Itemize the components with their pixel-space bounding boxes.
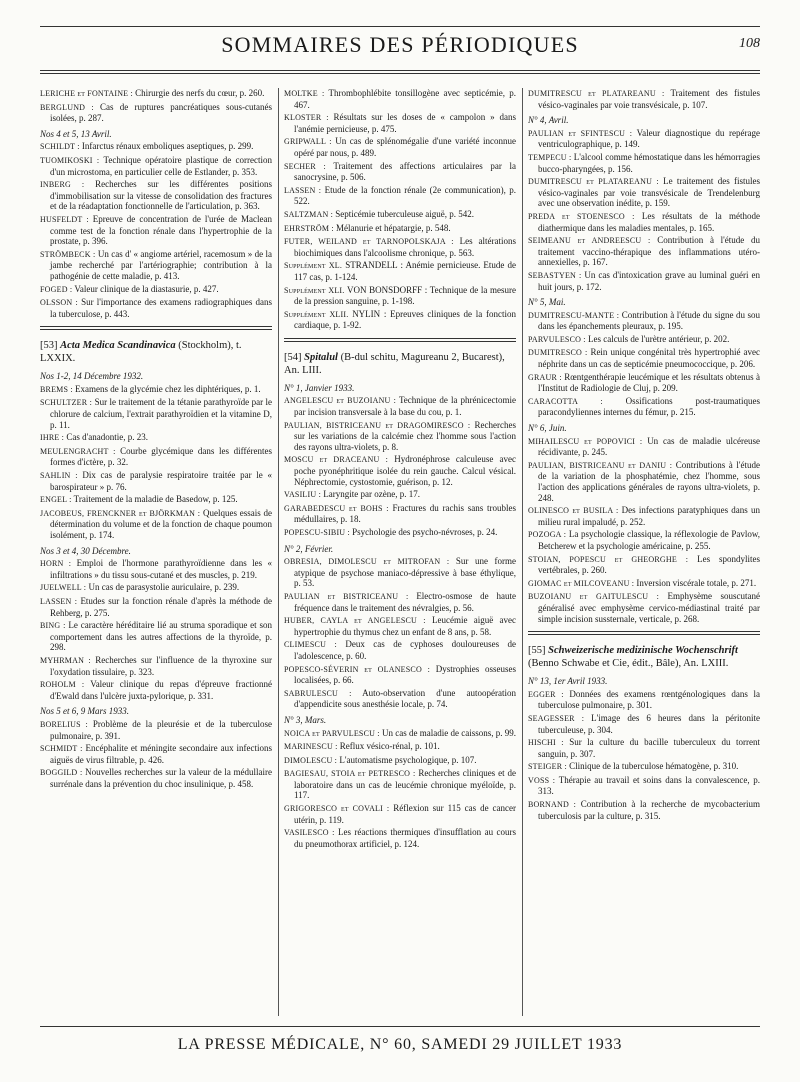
article-authors: ENGEL : [40,495,72,505]
article-entry [40,620,272,653]
article-title: Rœntgenthérapie leucémique et les résultats obtenus à l'Institut de Radiologie de Cluj, p. 209. [538,371,760,394]
article-title: Des infections paratyphiques dans un milieu rural impaludé, p. 252. [538,505,760,527]
article-entry [284,236,516,258]
journal-heading [40,339,272,365]
article-entry [40,719,272,741]
article-authors: OBRESIA, DIMOLESCU et MITROFAN : [284,557,450,567]
article-authors: POPESCU-SIBIU : [284,528,350,537]
journal-title: Schweizerische medizinische Wochenschrift [548,645,738,657]
article-authors: LERICHE et FONTAINE : [40,89,133,98]
issue-heading: Nos 4 et 5, 13 Avril. [40,128,112,139]
article-authors: HUBER, CAYLA et ANGELESCU : [284,616,426,626]
article-entry [284,527,516,539]
article-authors: POPESCO-SÉVERIN et OLANESCO : [284,664,431,674]
article-title: Les altérations biochimiques dans l'alcoolisme chronique, p. 563. [294,236,516,258]
journal-publisher: (B-dul schitu, Magureanu 2, Bucarest), An. LIII. [284,351,505,376]
article-entry [284,556,516,589]
article-authors: BREMS : [40,384,73,394]
article-title: Fractures du rachis sans troubles médullaires, p. 18. [294,502,516,525]
issue-heading: N° 1, Janvier 1933. [284,382,355,393]
article-title: Courbe glycémique dans les différentes formes d'ictère, p. 32. [50,445,272,468]
article-entry [284,112,516,134]
article-title: Cas de ruptures pancréatiques sous-cutanés isolées, p. 287. [50,101,272,124]
article-title: Les résultats de la méthode diathermique dans les maladies mentales, p. 165. [538,210,760,233]
article-authors: STEIGER : [528,762,567,772]
article-entry [528,799,760,821]
article-entry [284,185,516,207]
article-title: Technique opératoire plastique de correction d'un microstoma, en particulier celle de Estlander, p. 353. [50,154,272,177]
issue-heading: Nos 5 et 6, 9 Mars 1933. [40,706,130,717]
article-authors: INBERG : [40,180,85,190]
article-authors: MEULENGRACHT : [40,446,116,456]
journal-publisher: (Benno Schwabe et Cie, édit., Bâle), An. LXIII. [528,658,729,670]
article-title: Rein unique congénital très hypertrophié avec néphrite dans un cas de septicémie pneumococcique, p. 206. [538,347,760,370]
article-entry [40,141,272,153]
article-authors: JUELWELL : [40,583,87,593]
article-entry [284,260,516,282]
article-title: Données des examens rœntgénologiques dans la tuberculose pulmonaire, p. 301. [538,688,760,711]
article-title: Résultats sur les doses de « campolon » dans l'anémie pernicieuse, p. 475. [294,112,516,134]
journal-separator [528,631,760,635]
article-authors: HISCHI : [528,738,564,748]
article-title: Cas d'anadontie, p. 23. [66,432,148,443]
article-title: Psychologie des psycho-névroses, p. 24. [352,527,498,537]
article-authors: PAULIAN et SFINTESCU : [528,128,633,138]
article-authors: GIOMAC et MILCOVEANU : [528,578,635,588]
article-entry [284,223,516,235]
article-authors: SCHMIDT : [40,744,83,754]
article-authors: DIMOLESCU : [284,755,338,765]
journal-title: Spitalul [304,351,338,363]
article-authors: DUMITRESCU et PLATAREANU : [528,89,665,98]
article-authors: BOGGILD : [40,768,83,778]
article-title: Emploi de l'hormone parathyroïdienne dans les « infiltrations » du tissu sous-cutané et des muscles, p. 219. [50,558,272,580]
article-entry [284,161,516,183]
article-title: L'automatisme psychologique, p. 107. [339,754,477,765]
article-title: Problème de la pleurésie et de la tuberculose pulmonaire, p. 391. [50,718,272,741]
article-entry [284,688,516,710]
article-title: Le traitement des fistules vésico-vaginales par voie transvésicale de Trendelenburg avec une observation inédite, p. 159. [538,176,760,209]
article-authors: BING : [40,621,66,631]
article-entry [40,596,272,618]
article-entry [40,508,272,541]
article-entry [528,775,760,797]
article-title: Le caractère héréditaire lié au struma sporadique et son comportement dans les autres affections de la thyroïde, p. 298. [50,620,272,653]
article-title: Electro-osmose de haute fréquence dans le traitement des névralgies, p. 56. [294,590,516,613]
article-entry [40,88,272,100]
article-title: Un cas de maladie de caissons, p. 99. [381,727,516,738]
article-entry [40,655,272,677]
article-entry [528,176,760,209]
article-authors: PAULIAN et BISTRICEANU : [284,591,409,601]
article-authors: PAULIAN, BISTRICEANU et DRAGOMIRESCO : [284,420,471,430]
article-entry [284,615,516,637]
article-entry [528,396,760,418]
article-title: Quelques essais de détermination du volume et de la fonction de chaque poumon isolément, p. 174. [50,507,272,540]
article-title: La psychologie classique, la réflexologie de Pavlow, Betcherew et la psychologie américaine, p. 255. [538,529,760,551]
article-title: Traitement des fistules vésico-vaginales par voie transvésicale, p. 107. [538,88,760,110]
article-title: Un cas de splénomégalie d'une variété inconnue opéré par nous, p. 489. [294,136,516,158]
article-authors: LASSEN : [40,596,78,606]
article-authors: SECHER : [284,161,326,171]
journal-heading [284,351,516,377]
article-entry [40,767,272,789]
article-entry [284,755,516,767]
issue-heading: Nos 3 et 4, 30 Décembre. [40,545,131,556]
article-entry [40,284,272,296]
article-entry [528,347,760,369]
article-title: Emphysème souscutané généralisé avec emphysème cervico-médiastinal traité par simple incision sussternale, verticale, p. 268. [538,591,760,624]
article-entry [284,209,516,221]
article-entry [284,741,516,753]
article-authors: ANGELESCU et BUZOIANU : [284,396,396,406]
issue-heading: N° 2, Février. [284,543,334,554]
article-entry [284,395,516,417]
article-title: Un cas de maladie ulcéreuse récidivante, p. 245. [538,435,760,458]
article-title: Traitement de la maladie de Basedow, p. 125. [73,494,238,505]
article-entry [528,761,760,773]
article-authors: Supplément XL. [284,261,343,271]
article-title: Recherches sur l'influence de la thyroxine sur l'oxydation tissulaire, p. 323. [50,654,272,677]
article-title: Un cas d' « angiome artériel, racemosum » de la jambe recherché par l'artériographie; contribution à la pathogénie de cette maladie, p. 413. [50,248,272,281]
article-entry [284,639,516,661]
header-rule-bottom [40,73,760,74]
article-authors: GRIGORESCO et COVALI : [284,804,390,814]
article-authors: CARACOTTA : [528,396,603,406]
article-entry [528,529,760,551]
issue-heading: Nos 1-2, 14 Décembre 1932. [40,371,144,382]
article-title: Sur l'importance des examens radiographiques dans la tuberculose, p. 443. [50,297,272,319]
article-authors: PAULIAN, BISTRICEANU et DANIU : [528,460,673,470]
article-authors: HORN : [40,559,72,569]
article-title: Les spondylites vertébrales, p. 260. [538,553,760,576]
article-entry [528,554,760,576]
article-authors: Supplément XLII. [284,309,349,319]
article-authors: SAHLIN : [40,471,78,481]
article-entry [528,578,760,590]
article-authors: BUZOIANU et GAITULESCU : [528,592,660,602]
article-authors: STRÖMBECK : [40,249,96,259]
article-entry [528,713,760,735]
article-entry [284,664,516,686]
article-title: Valeur diagnostique du repérage ventriculographique, p. 149. [538,127,760,150]
article-entry [528,88,760,110]
article-authors: MIHAILESCU et POPOVICI : [528,436,643,446]
column-1 [40,88,272,1016]
column-divider [278,88,279,1016]
article-entry [284,454,516,487]
article-entry [40,494,272,506]
article-authors: OLINESCO et BUSILA : [528,506,619,516]
article-entry [284,309,516,331]
journal-heading [528,644,760,670]
article-entry [40,446,272,468]
article-entry [528,737,760,759]
article-entry [284,88,516,110]
article-entry [528,128,760,150]
article-authors: VASILIU : [284,490,321,500]
article-entry [40,249,272,282]
article-entry [284,768,516,801]
article-entry [40,155,272,177]
article-title: Sur une forme atypique de psychose maniaco-dépressive à base éthylique, p. 53. [294,556,516,589]
article-entry [40,102,272,124]
article-title: Infarctus rénaux emboliques aseptiques, p. 299. [81,141,254,152]
article-title: Thrombophlébite tonsillogène avec septicémie, p. 467. [294,88,516,110]
article-authors: BORNAND : [528,800,577,810]
article-title: Etudes sur la fonction rénale d'après la méthode de Rehberg, p. 275. [50,595,272,618]
article-title: Epreuve de concentration de l'urée de Maclean comme test de la fonction rénale dans l'hypertrophie de la prostate, p. 396. [50,213,272,247]
article-authors: HUSFELDT : [40,214,89,224]
article-authors: STOIAN, POPESCU et GHEORGHE : [528,554,689,564]
article-entry [284,503,516,525]
article-authors: NOICA et PARVULESCU : [284,728,380,738]
article-authors: TUOMIKOSKI : [40,155,100,165]
article-authors: LASSEN : [284,185,322,195]
article-title: Réflexion sur 115 cas de cancer utérin, p. 119. [294,803,516,825]
article-entry [528,235,760,268]
article-title: Traitement des affections articulaires par la sanocrysine, p. 506. [294,160,516,183]
article-authors: MOSCU et DRACEANU : [284,455,389,465]
article-title: L'image des 6 heures dans la péritonite tuberculeuse, p. 304. [538,712,760,735]
journal-title: Acta Medica Scandinavica [60,340,176,352]
article-title: Reflux vésico-rénal, p. 101. [339,741,440,752]
article-title: Deux cas de cyphoses douloureuses de l'adolescence, p. 60. [294,639,516,661]
article-title: Recherches sur les différentes positions d'immobilisation sur la vitesse de consolidation des fractures et de la réadaptation fonctionnelle de l'articulation, p. 363. [50,179,272,212]
journal-number: [53] [40,340,58,352]
article-title: STRANDELL : Anémie pernicieuse. Etude de 117 cas, p. 1-124. [294,260,516,282]
article-entry [40,297,272,319]
journal-separator [284,338,516,342]
journal-number: [54] [284,351,302,363]
header-rule-top [40,70,760,71]
top-rule [40,26,760,27]
article-authors: PARVULESCO : [528,334,586,344]
footer-text: LA PRESSE MÉDICALE, N° 60, SAMEDI 29 JUILLET 1933 [177,1036,623,1053]
article-entry [40,179,272,212]
article-title: Etude de la fonction rénale (2e communication), p. 522. [294,184,516,207]
article-authors: GRAUR : [528,372,562,382]
article-title: Les réactions thermiques d'insufflation au cours du pneumothorax artificiel, p. 124. [294,827,516,849]
article-title: Chirurgie des nerfs du cœur, p. 260. [135,88,265,98]
article-title: Thérapie au travail et soins dans la convalescence, p. 313. [538,774,760,797]
article-entry [40,214,272,247]
article-authors: BORELIUS : [40,719,88,729]
article-authors: GARABEDESCU et BOHS : [284,503,389,513]
article-entry [40,558,272,580]
page-footer [40,1030,760,1060]
article-title: Recherches cliniques et de laboratoire dans un cas de leucémie chronique myéloïde, p. 117. [294,768,516,801]
article-title: Contributions à l'étude de la variation de la phosphatémie, chez l'homme, sous l'action des applications générales de rayons ultra-violets, p. 248. [538,459,760,503]
article-title: Leucémie aiguë avec hypertrophie du thymus chez un enfant de 8 ans, p. 58. [294,615,516,637]
article-authors: GRIPWALL : [284,137,332,147]
article-authors: JACOBEUS, FRENCKNER et BJÖRKMAN : [40,508,201,518]
article-entry [528,436,760,458]
article-entry [528,152,760,174]
journal-number: [55] [528,645,546,657]
article-authors: DUMITRESCU-MANTE : [528,310,620,320]
article-title: Inversion viscérale totale, p. 271. [636,577,757,588]
article-entry [528,689,760,711]
article-authors: DUMITRESCO : [528,348,588,358]
article-entry [284,285,516,307]
article-authors: Supplément XLI. [284,285,345,295]
article-entry [284,489,516,501]
article-entry [284,136,516,158]
article-title: Sur la culture du bacille tuberculeux du torrent sanguin, p. 307. [538,737,760,759]
issue-heading: N° 13, 1er Avril 1933. [528,676,608,687]
article-authors: POZOGA : [528,530,567,540]
article-authors: FUTER, WEILAND et TARNOPOLSKAJA : [284,237,454,247]
column-3 [528,88,760,1016]
article-title: Technique de la phrénicectomie par incision transversale à la base du cou, p. 1. [294,395,516,418]
article-title: Dystrophies osseuses localisées, p. 66. [294,663,516,686]
article-entry [528,211,760,233]
article-title: Contribution à la recherche de mycobacterium tuberculosis par la culture, p. 315. [538,799,760,821]
article-authors: SCHULTZER : [40,398,93,408]
article-entry [528,270,760,292]
article-authors: SALTZMAN : [284,209,334,219]
article-entry [528,460,760,503]
article-entry [40,679,272,701]
article-authors: EHRSTRÖM : [284,223,334,233]
article-title: VON BONSDORFF : Technique de la mesure de la pression sanguine, p. 1-198. [294,284,516,307]
issue-heading: N° 3, Mars. [284,714,327,725]
article-title: Contribution à l'étude du traitement vaccino-thérapique des inflammations utéro-annexielles, p. 167. [538,235,760,268]
journal-separator [40,326,272,330]
article-authors: DUMITRESCU et PLATAREANU : [528,177,659,187]
article-authors: SABRULESCU : [284,688,352,698]
article-entry [528,334,760,346]
article-title: Les calculs de l'urètre antérieur, p. 202. [587,333,730,344]
article-authors: BAGIESAU, STOIA et PETRESCO : [284,769,416,779]
article-title: Un cas de parasystolie auriculaire, p. 239. [88,582,240,593]
article-authors: PREDA et STOENESCO : [528,211,635,221]
article-entry [528,372,760,394]
article-authors: CLIMESCU : [284,640,337,650]
article-title: Dix cas de paralysie respiratoire traitée par le « barospirateur » p. 76. [50,470,272,492]
issue-heading: N° 6, Juin. [528,423,567,434]
article-title: Un cas d'intoxication grave au luminal guéri en huit jours, p. 172. [538,269,760,292]
article-authors: VASILESCO : [284,828,335,838]
article-entry [284,728,516,740]
article-authors: SEBASTYEN : [528,270,582,280]
article-title: L'alcool comme hémostatique dans les hémorragies bucco-pharyngées, p. 156. [538,151,760,174]
page-header [40,30,760,68]
article-authors: SEAGESSER : [528,713,585,723]
article-title: Recherches sur les variations de la calcémie chez l'homme sous l'action des rayons ultra-violets, p. 8. [294,419,516,452]
article-authors: MOLTKE : [284,89,325,98]
article-title: Laryngite par ozène, p. 17. [323,489,420,500]
article-entry [40,432,272,444]
article-entry [528,505,760,527]
article-authors: BERGLUND : [40,102,94,112]
article-title: Sur le traitement de la tétanie parathyroïde par le chlorure de calcium, l'extrait parathyroïdien et la vitamine D, p. 11. [50,397,272,430]
article-title: Hydronéphrose calculeuse avec poche pyonéphritique isolée du rein gauche. Calcul vésical. Néphrectomie, cystostomie, guérison, p. 12. [294,454,516,487]
article-entry [40,397,272,430]
footer-rule [40,1026,760,1027]
article-title: Valeur clinique du repas d'épreuve fractionné d'Ewald dans l'ulcère juxta-pylorique, p. 331. [50,679,272,701]
column-2 [284,88,516,1016]
article-entry [284,591,516,613]
article-authors: KLOSTER : [284,113,329,123]
page-title: SOMMAIRES DES PÉRIODIQUES [221,32,579,57]
article-title: Clinique de la tuberculose hématogène, p. 310. [569,761,739,772]
article-entry [284,827,516,849]
article-authors: MYHRMAN : [40,655,91,665]
article-authors: SEIMEANU et ANDREESCU : [528,236,651,246]
article-entry [40,384,272,396]
article-authors: TEMPECU : [528,152,572,162]
article-entry [284,420,516,453]
issue-heading: N° 5, Mai. [528,297,566,308]
columns [40,88,760,1016]
article-authors: IHRE : [40,433,65,443]
article-authors: ROHOLM : [40,680,85,690]
article-title: NYLIN : Epreuves cliniques de la fonction cardiaque, p. 1-92. [294,308,516,331]
column-divider [522,88,523,1016]
article-authors: OLSSON : [40,298,78,308]
article-title: Auto-observation d'une autoopération d'appendicite sous anesthésie locale, p. 74. [294,687,516,710]
article-title: Valeur clinique de la diastasurie, p. 427. [74,283,219,294]
article-title: Encéphalite et méningite secondaire aux infections aiguës de virus filtrable, p. 426. [50,743,272,765]
article-title: Septicémie tuberculeuse aiguë, p. 542. [335,208,475,219]
article-entry [40,743,272,765]
article-title: Examens de la glycémie chez les diphtériques, p. 1. [75,383,261,394]
article-title: Mélanurie et hépatargie, p. 548. [336,222,451,233]
article-authors: MARINESCU : [284,742,338,752]
article-entry [528,310,760,332]
article-title: Nouvelles recherches sur la valeur de la médullaire surrénale dans la prévention du choc insulinique, p. 458. [50,767,272,789]
article-title: Contribution à l'étude du signe du sou dans les épanchements pleuraux, p. 195. [538,309,760,332]
issue-heading: N° 4, Avril. [528,115,569,126]
article-authors: VOSS : [528,775,556,785]
article-entry [528,591,760,624]
article-authors: SCHILDT : [40,142,80,152]
article-entry [284,803,516,825]
page-number: 108 [739,36,760,51]
journal-publisher: (Stockholm), t. LXXIX. [40,340,242,365]
article-entry [40,470,272,492]
article-authors: EGGER : [528,689,564,699]
article-entry [40,582,272,594]
article-title: Ossifications post-traumatiques paracondyliennes internes du fémur, p. 215. [538,395,760,418]
article-authors: FOGED : [40,284,73,294]
